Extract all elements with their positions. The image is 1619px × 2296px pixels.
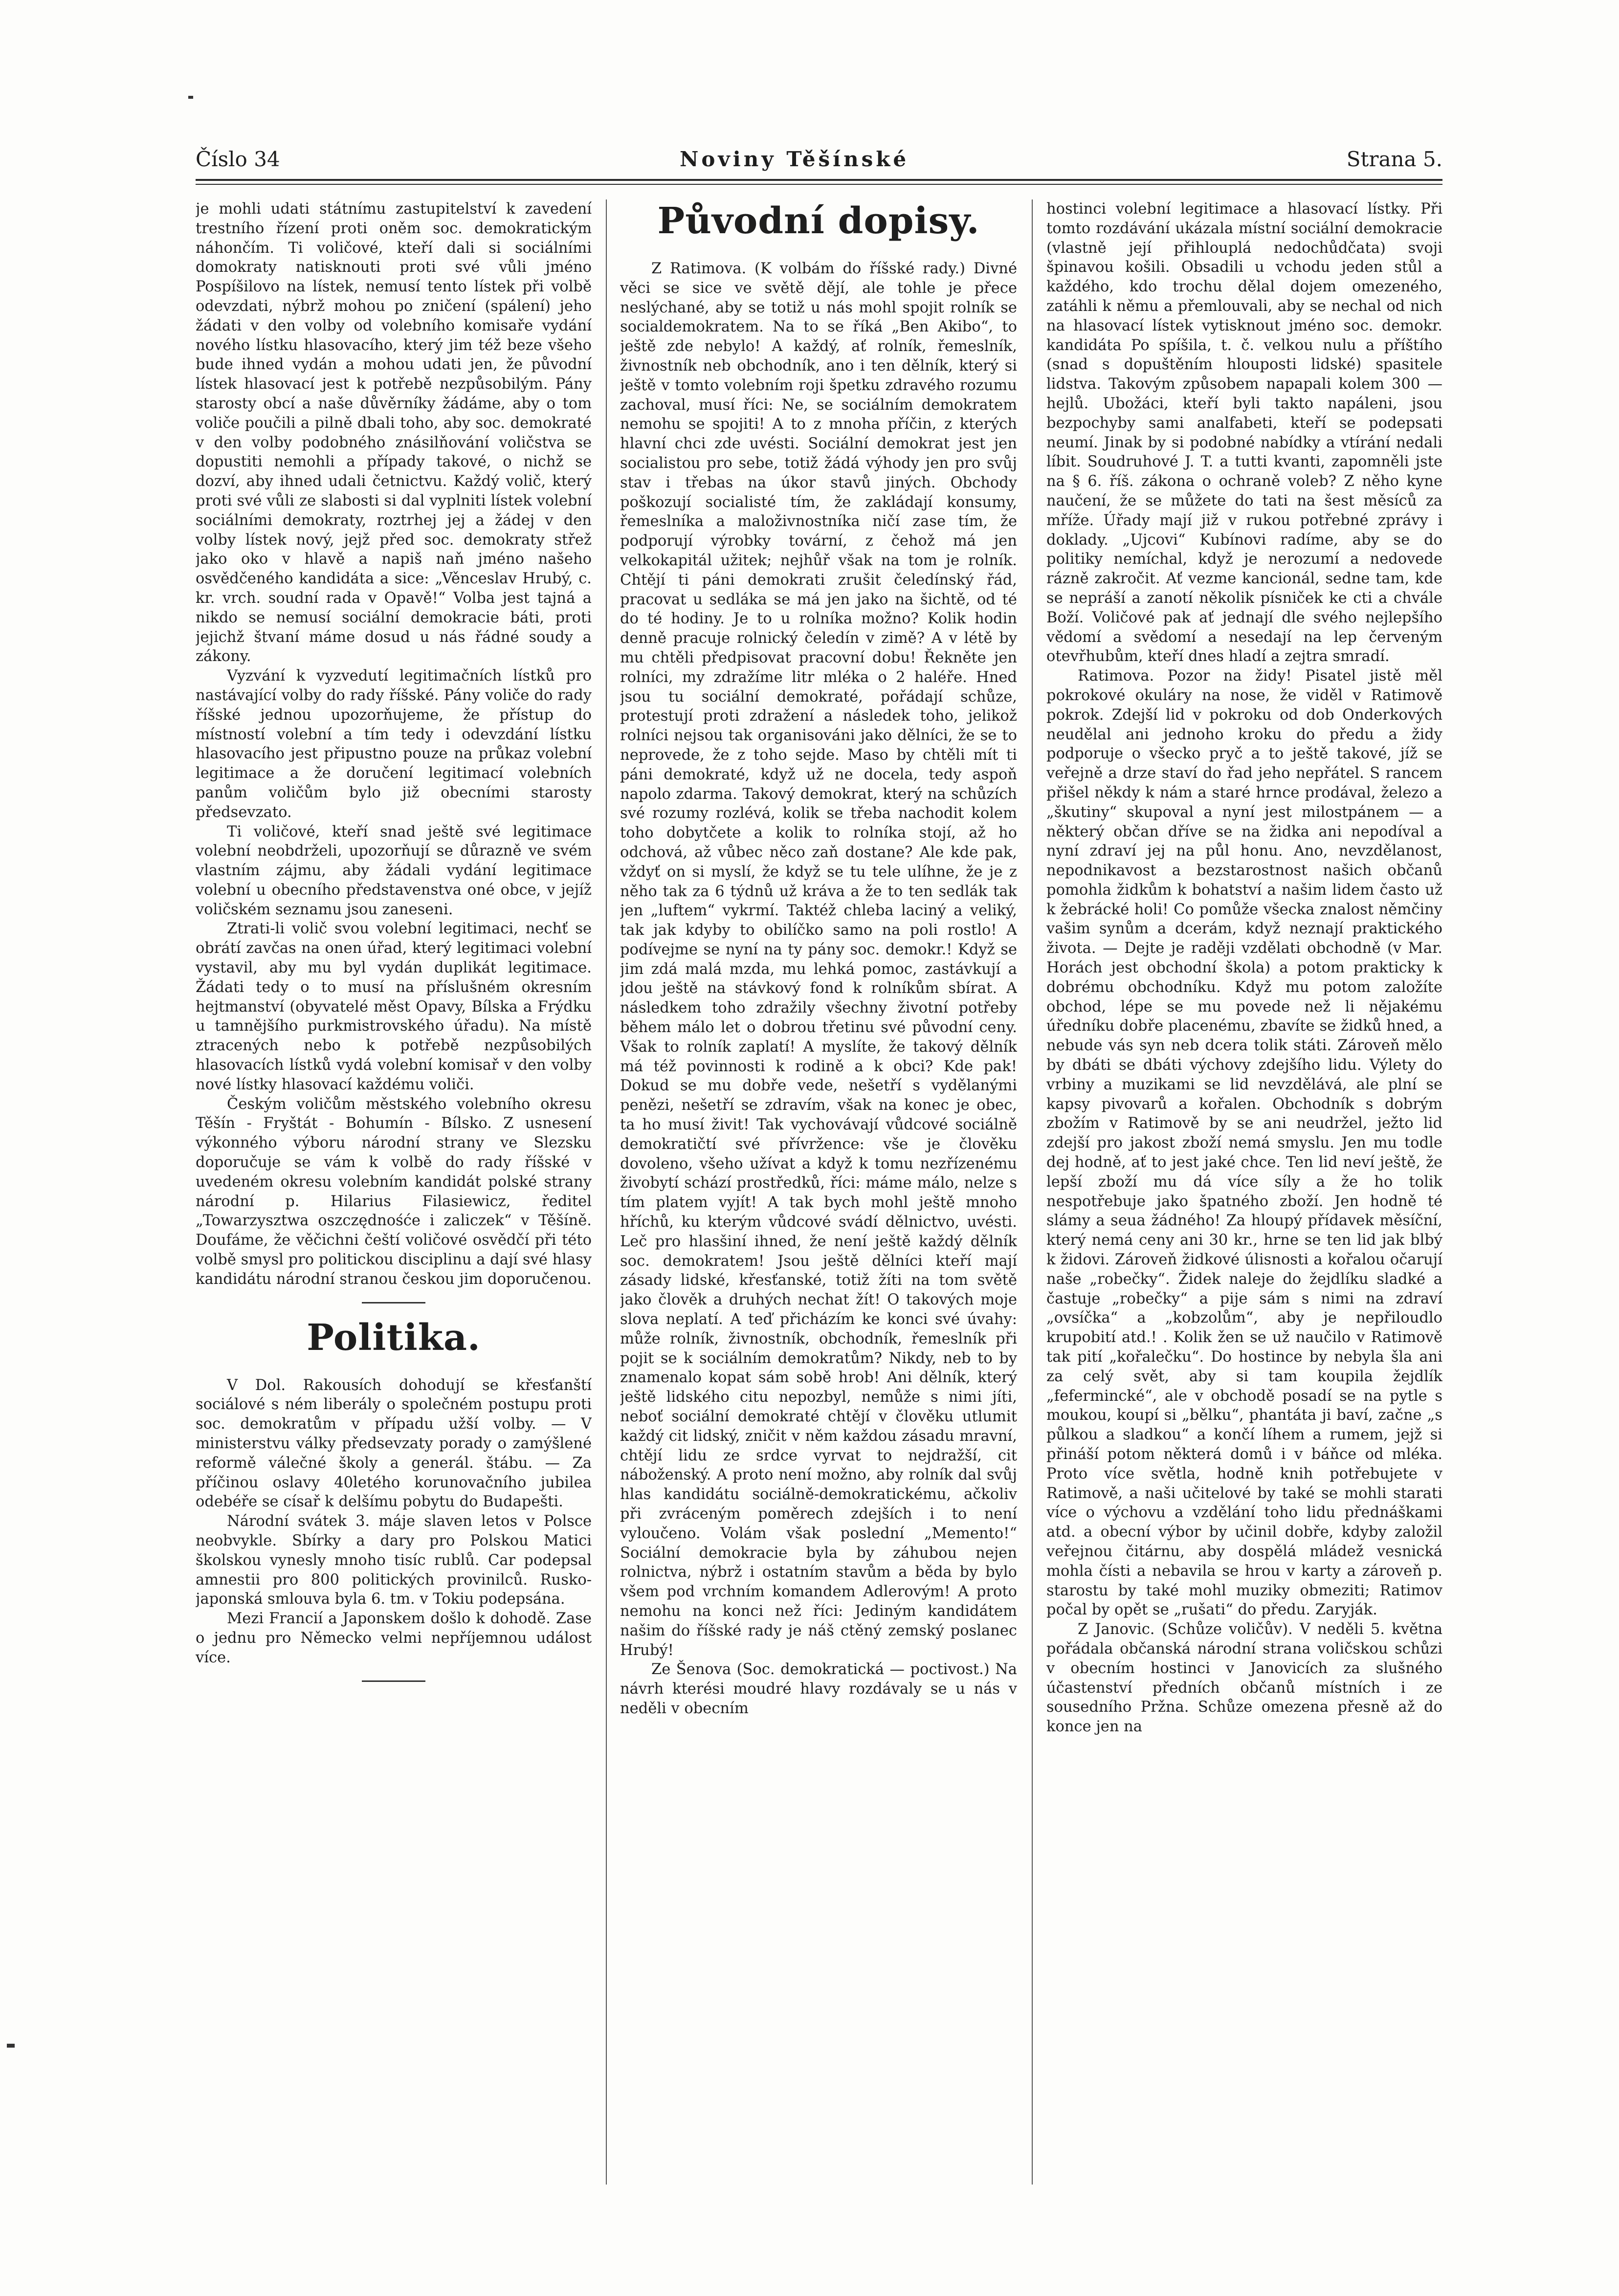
column-divider	[1032, 199, 1033, 2185]
print-mark	[7, 2044, 15, 2048]
section-heading-politika: Politika.	[307, 1316, 481, 1359]
article-paragraph: Z Ratimova. (K volbám do říšské rady.) Divné věci se sice ve světě dějí, ale tohle je přece neslýchané, aby se totiž u nás mohl spojit rolník se socialdemokratem. Na to se říká „Ben Akibo“, to ještě zde nebylo! A každý, ať rolník, řemeslník, živnostník neb obchodník, ano i ten dělník, který si ještě v tomto volebním roji špetku zdravého rozumu zachoval, musí říci: Ne, se sociálním demokratem nemohu se spojiti! A to z mnoha příčin, z kterých hlavní chci zde uvésti. Sociální demokrat jest jen socialistou pro sebe, totiž žádá výhody jen pro svůj stav i třebas na úkor stavů jiných. Obchody poškozují socialisté tím, že zakládají konsumy, řemeslníka a maloživnostníka ničí zase tím, že podporují výrobky tovární, z čehož má jen velkokapitál užitek; nejhůř však na tom je rolník. Chtějí ti páni demokrati zrušit čeledínský řád, pracovat u sedláka se má jen jako na šichtě, od té do té hodiny. Je to u rolníka možno? Kolik hodin denně pracuje rolnický čeledín v zimě? A v létě by mu chtěli předpisovat pracovní dobu! Řekněte jen rolníci, my zdražíme litr mléka o 2 haléře. Hned jsou tu sociální demokraté, pořádají schůze, protestují proti zdražení a následek toho, jelikož rolníci nejsou tak organisováni jako dělníci, že se to neprovede, že z toho sejde. Maso by chtěli mít ti páni demokraté, když už ne docela, tedy aspoň napolo zdarma. Takový demokrat, který na schůzích své rozumy rozlévá, kolik se třeba nachodit kolem toho dobytčete a kolik to rolníka stojí, až ho odchová, až vůbec něco zaň dostane? Ale kde pak, vždyť on si myslí, že když se tu tele ulíhne, že je z něho tak za 6 týdnů už kráva a že to ten sedlák tak jen „luftem“ vykrmí. Taktéž chleba laciný a veliký, tak jak kdyby to obilíčko samo na poli rostlo! A podívejme se nyní na ty pány soc. demokr.! Když se jim zdá malá mzda, mu lehká pomoc, zastávkují a jdou ještě na stávkový fond k rolníkům sbírat. A následkem toho zdražily všechny životní potřeby během málo let o dobrou třetinu své původní ceny. Však to rolník zaplatí! A myslíte, že takový dělník má též povinnosti k rodině a k obci? Kde pak! Dokud se mu dobře vede, nešetří s vydělanými penězi, nešetří se zdravím, však na konec je obec, ta ho musí živit! Tak vychovávají vůdcové sociálně demokratičtí své přívržence: vše je člověku dovoleno, všeho užívat a když k tomu nezřízenému živobytí schází prostředků, říci: máme málo, nelze s tím platem vyjít! A tak bych mohl ještě mnoho hříchů, ku kterým vůdcové svádí dělnictvo, uvésti. Leč pro hlasšiní ihned, že není ještě každý dělník soc. demokratem! Jsou ještě dělníci kteří mají zásady lidské, křesťanské, totiž žíti na tom světě jako člověk a druhých nechat žít! O takových moje slova neplatí. A teď přicházím ke konci své úvahy: může rolník, živnostník, obchodník, řemeslník při pojit se k sociálním demokratům? Nikdy, neb to by znamenalo kopat sám sobě hrob! Ani dělník, který ještě lidského citu nepozbyl, nemůže s nimi jíti, neboť sociální demokraté chtějí v člověku utlumit každý cit lidský, zničit v něm každou zásadu mravní, chtějí lidu ze srdce vyrvat to nejdražší, cit náboženský. A proto není možno, aby rolník dal svůj hlas kandidátu sociálně-demokratickému, ačkoliv při zvráceným poměrech zdejších i to není vyloučeno. Volám však poslední „Memento!“ Sociální demokracie byla by záhubou nejen rolnictva, nýbrž i ostatním stavům a běda by bylo všem pod vrchním komandem Adlerovým! A proto nemohu na konci než říci: Jediným kandidátem našim do říšské rady je náš ctěný zemský poslanec Hrubý!	[620, 260, 1017, 1659]
article-paragraph: Z Janovic. (Schůze voličův). V neděli 5. května pořádala občanská národní strana voličskou schůzi v obecním hostinci v Janovicích za slušného účastenství předních občanů místních i ze sousedního Pržna. Schůze omezena přesně až do konce jen na	[1046, 1621, 1442, 1736]
article-paragraph: Českým voličům městského volebního okresu Těšín - Fryštát - Bohumín - Bílsko. Z usnesení výkonného výboru národní strany ve Slezsku doporučuje se vám k volbě do rady říšské v uvedeném okresu volebním kandidát polské strany národní p. Hilarius Filasiewicz, ředitel „Towarzysztwa oszczędnośće i zaliczek“ v Těšíně. Doufáme, že věčichni čeští voličové osvědčí při této volbě smysl pro politickou disciplinu a dají své hlasy kandidátu národní stranou českou jim doporučenou.	[196, 1095, 592, 1288]
header-rule	[196, 179, 1442, 181]
article-paragraph: Ze Šenova (Soc. demokratická — poctivost.) Na návrh kterési moudré hlavy rozdávaly se u nás v neděli v obecním	[620, 1661, 1017, 1717]
newspaper-title: Noviny Těšínské	[680, 147, 909, 171]
column-left	[196, 199, 592, 2185]
article-paragraph: Ztrati-li volič svou volební legitimaci, nechť se obrátí zavčas na onen úřad, který legitimaci volební vystavil, aby mu byl vydán duplikát legitimace. Žádati tedy o to musí na příslušném okresním hejtmanství (obyvatelé měst Opavy, Bílska a Frýdku u tamnějšího purkmistrovského úřadu). Na místě ztracených nebo k potřebě nezpůsobilých hlasovacích lístků vydá volební komisař v den volby nové lístky hlasovací každému voliči.	[196, 920, 592, 1093]
article-paragraph: Ratimova. Pozor na židy! Pisatel jistě měl pokrokové okuláry na nose, že viděl v Ratimově pokrok. Zdejší lid v pokroku od dob Onderkových neudělal ani jednoho kroku do předu a židy podporuje o všecko pryč a to ještě takové, jíž se veřejně a drze staví do řad jeho nepřátel. S rancem přišel někdy k nám a staré hrnce prodával, železo a „škutiny“ skupoval a nyní jest milostpánem — a některý občan dříve se na židka ani nepodíval a nyní zdraví jej na půl honu. Ano, nevzdělanost, nepodnikavost a bezstarostnost našich občanů pomohla židkům k bohatství a našim lidem často už k žebrácké holi! Co pomůže všecka znalost němčiny vašim synům a dcerám, když neznají praktického života. — Dejte je raději vzdělati obchodně (v Mar. Horách jest obchodní škola) a potom prakticky k dobrému obchodníku. Když mu potom založíte obchod, lépe se mu povede než li nějakému úředníku dobře placenému, zbavíte se židků hned, a nebude vás syn neb dcera tolik státi. Zároveň mělo by dbáti se dbáti výchovy zdejšího lidu. Výlety do vrbiny a muzikami se lid nevzdělává, ale plní se kapsy pivovarů a kořalen. Obchodník s dobrým zbožím v Ratimově by se ani neudržel, ježto lid zdejší pro jakost zboží nemá smyslu. Jen mu todle dej hodně, ať to jest jaké chce. Ten lid neví ještě, že lepší zboží mu dá více síly a že ho tolik nespotřebuje jako špatného zboží. Jen hodně té slámy a seua žádného! Za hloupý přídavek měsíční, který nemá ceny ani 30 kr., hrne se ten lid jak blbý k židovi. Zároveň židkové úlisnosti a kořalou očarují naše „robečky“. Židek naleje do žejdlíku sladké a častuje „robečky“ a pije sám s nimi na zdraví „ovsíčka“ a „kobzolům“, aby je nepřiloudlo krupobití atd.! . Kolik žen se už naučilo v Ratimově tak pití „kořalečku“. Do hostince by nebyla šla ani za celý svět, aby si tam koupila žejdlík „fefermincké“, ale v obchodě posadí se na pytle s moukou, koupí si „bělku“, phantáta ji baví, začne „s půlkou a sladkou“ a končí líhem a rumem, jejž si přináší potom některá domů i v báňce od mléka. Proto více světla, hodně knih potřebujete v Ratimově, a naši učitelové by také se mohli starati více o výchovu a vzdělání toho lidu přednáškami atd. a obecní výbor by učinil dobře, kdyby založil veřejnou čitárnu, aby dospělá mládež vesnická mohla čísti a nebavila se hrou v karty a zároveň p. starostu by také mohl muziky obmeziti; Ratimov počal by opět se „rušati“ do předu. Zaryják.	[1046, 667, 1442, 1619]
article-paragraph: Národní svátek 3. máje slaven letos v Polsce neobvykle. Sbírky a dary pro Polskou Matici školskou vynesly mnoho tisíc rublů. Car podepsal amnestii pro 800 politických provinilců. Rusko-japonská smlouva byla 6. tm. v Tokiu podepsána.	[196, 1513, 592, 1608]
article-paragraph: V Dol. Rakousích dohodují se křesťanští sociálové s ném liberály o společném postupu proti soc. demokratům v případu užší volby. — V ministerstvu války předsevzaty porady o zamýšlené reformě válečné školy a generál. štábu. — Za příčinou oslavy 40letého korunovačního jubilea odebéře se císař k delšímu pobytu do Budapešti.	[196, 1376, 592, 1511]
column-divider	[606, 199, 607, 2185]
column-middle	[620, 199, 1017, 2185]
section-divider	[362, 1302, 425, 1303]
section-heading-puvodni-dopisy: Původní dopisy.	[657, 200, 980, 242]
header-rule	[196, 184, 1442, 185]
article-paragraph: Mezi Francií a Japonskem došlo k dohodě. Zase o jednu pro Německo velmi nepříjemnou událost více.	[196, 1610, 592, 1666]
page-number: Strana 5.	[1346, 147, 1442, 171]
article-paragraph: je mohli udati státnímu zastupitelství k zavedení trestního řízení proti oněm soc. demokratickým náhončím. Ti voličové, kteří dali si sociálními domokraty natisknouti proti své vůli jméno Pospíšilovo na lístek, nemusí tento lístek při volbě odevzdati, nýbrž mohou po zničení (spálení) jeho žádati v den volby od volebního komisaře vydání nového lístku hlasovacího, který jim též beze všeho bude ihned vydán a mohou udati jen, že původní lístek hlasovací jest k potřebě nezpůsobilým. Pány starosty obcí a naše důvěrníky žádáme, aby o tom voliče poučili a pilně dbali toho, aby soc. demokraté v den volby podobného znásilňování voličstva se dopustiti nemohli a případy takové, o nichž se dozví, aby ihned udali četnictvu. Každý volič, který proti své vůli ze slabosti si dal vyplniti lístek volební sociálními demokraty, roztrhej jej a žádej v den volby lístek nový, jejž před soc. demokraty střež jako oko v hlavě a napiš naň jméno našeho osvědčeného kandidáta a sice: „Věnceslav Hrubý, c. kr. vrch. soudní rada v Opavě!“ Volba jest tajná a nikdo se nemusí sociální demokracie báti, proti jejichž štvaní máme dosud u nás řádné soudy a zákony.	[196, 200, 592, 665]
article-paragraph: Ti voličové, kteří snad ještě své legitimace volební neobdrželi, upozorňují se důrazně ve svém vlastním zájmu, aby žádali vydání legitimace volební u obecního představenstva oné obce, v jejíž voličském seznamu jsou zaneseni.	[196, 823, 592, 918]
section-divider	[362, 1680, 425, 1682]
issue-number: Číslo 34	[196, 147, 280, 171]
article-paragraph: Vyzvání k vyzvedutí legitimačních lístků pro nastávající volby do rady říšské. Pány voliče do rady říšské jednou upozorňujeme, že přístup do místností volební a tím tedy i odevzdání lístku hlasovacího jest připustno pouze na průkaz volební legitimace a že doručení legitimací volebních panům voličům bylo již obecními starosty předsevzato.	[196, 667, 592, 821]
print-mark	[188, 96, 193, 99]
column-right	[1046, 199, 1442, 2185]
article-paragraph: hostinci volební legitimace a hlasovací lístky. Při tomto rozdávání ukázala místní sociální demokracie (vlastně její přihlouplá nedochůdčata) svoji špinavou košili. Obsadili u vchodu jeden stůl a každého, kdo trochu dělal dojem omezeného, zatáhli k němu a přemlouvali, aby se nechal od nich na hlasovací lístek vytisknout jméno soc. demokr. kandidáta Po spíšila, t. č. velkou nulu a příštího (snad s dopuštěním hlouposti lidské) spasitele lidstva. Takovým způsobem napapali kolem 300 — hejlů. Ubožáci, kteří byli takto napáleni, jsou bezpochyby sami analfabeti, kteří se podepsati neumí. Jinak by si podobné nabídky a vtírání nedali líbit. Soudruhové J. T. a tutti kvanti, zapomněli jste na § 6. říš. zákona o ochraně voleb? Z něho kyne naučení, že se můžete do tati na šest měsíců za mříže. Úřady mají již v rukou potřebné zprávy i doklady. „Ujcovi“ Kubínovi radíme, aby se do politiky nemíchal, když je nerozumí a nedovede rázně zakročit. Ať vezme kancionál, sedne tam, kde se nepráší a zanotí několik písniček ke cti a chvále Boží. Voličové pak ať jednají dle svého nejlepšího vědomí a svědomí a nesedají na lep červeným otevřhubům, kteří dnes hladí a zejtra smradí.	[1046, 200, 1442, 665]
page-header	[196, 147, 1442, 174]
